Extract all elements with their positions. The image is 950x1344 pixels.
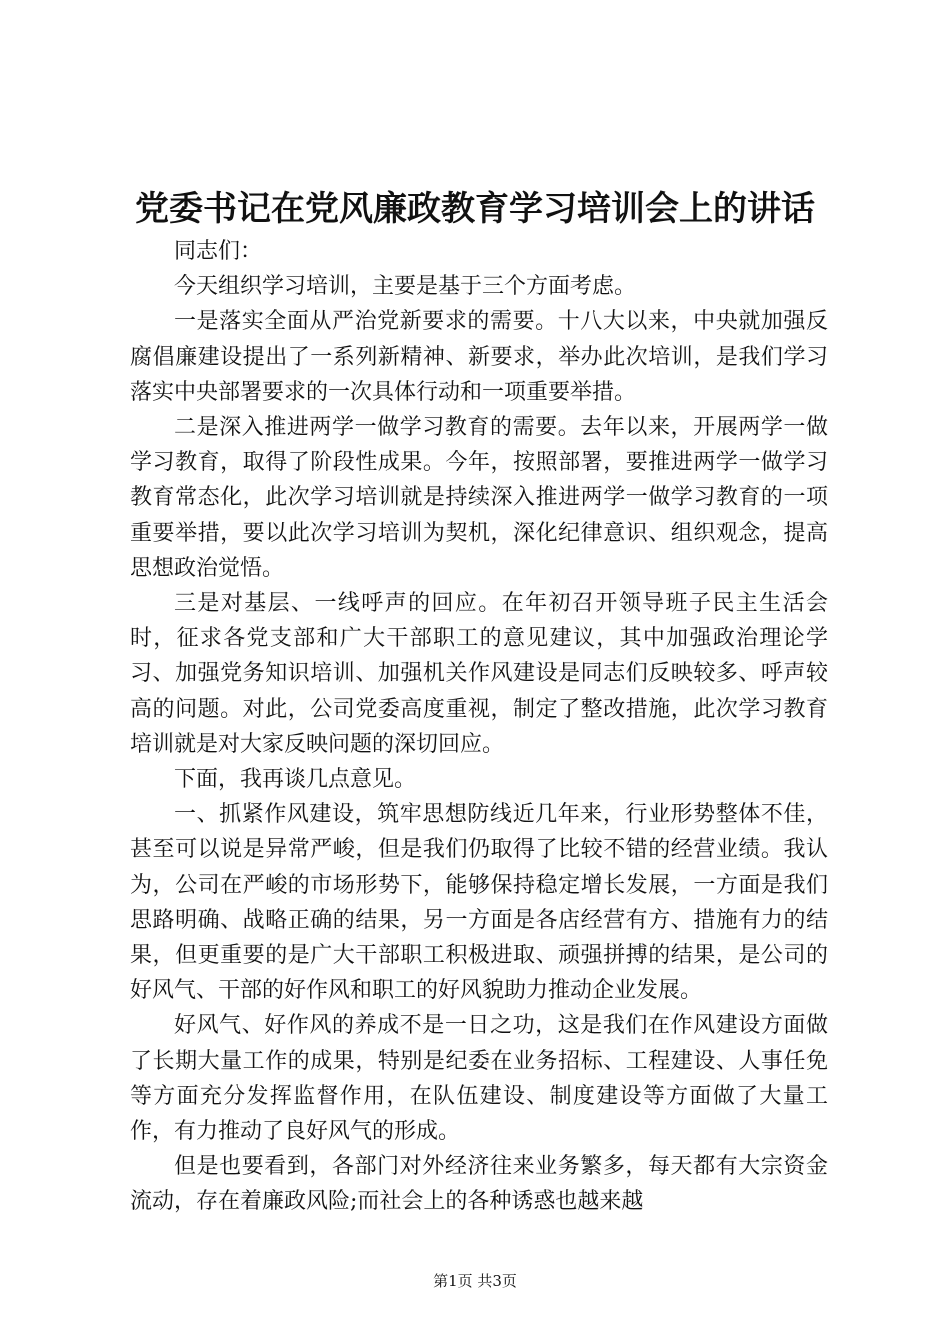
paragraph-good-style: 好风气、好作风的养成不是一日之功，这是我们在作风建设方面做了长期大量工作的成果，特别是纪委在业务招标、工程建设、人事任免等方面充分发挥监督作用，在队伍建设、制度建设等方面做了大量工作，有力推动了良好风气的形成。 (130, 1013, 828, 1145)
paragraph-section-one: 一、抓紧作风建设，筑牢思想防线近几年来，行业形势整体不佳，甚至可以说是异常严峻，但是我们仍取得了比较不错的经营业绩。我认为，公司在严峻的市场形势下，能够保持稳定增长发展，一方面是我们思路明确、战略正确的结果，另一方面是各店经营有方、措施有力的结果，但更重要的是广大干部职工积极进取、顽强拼搏的结果，是公司的好风气、干部的好作风和职工的好风貌助力推动企业发展。 (130, 802, 828, 1004)
paragraph-point-two: 二是深入推进两学一做学习教育的需要。去年以来，开展两学一做学习教育，取得了阶段性成果。今年，按照部署，要推进两学一做学习教育常态化，此次学习培训就是持续深入推进两学一做学习教育的一项重要举措，要以此次学习培训为契机，深化纪律意识、组织观念，提高思想政治觉悟。 (130, 415, 828, 581)
paragraph-salutation: 同志们： (174, 239, 263, 264)
document-title: 党委书记在党风廉政教育学习培训会上的讲话 (135, 189, 815, 229)
paragraph-point-one: 一是落实全面从严治党新要求的需要。十八大以来，中央就加强反腐倡廉建设提出了一系列新精神、新要求，举办此次培训，是我们学习落实中央部署要求的一次具体行动和一项重要举措。 (130, 309, 828, 405)
paragraph-however: 但是也要看到，各部门对外经济往来业务繁多，每天都有大宗资金流动，存在着廉政风险;而社会上的各种诱惑也越来越 (130, 1154, 828, 1215)
page-footer: 第1页 共3页 (433, 1272, 517, 1290)
paragraph-intro: 今天组织学习培训，主要是基于三个方面考虑。 (174, 274, 637, 300)
paragraph-transition: 下面，我再谈几点意见。 (174, 767, 417, 793)
paragraph-point-three: 三是对基层、一线呼声的回应。在年初召开领导班子民主生活会时，征求各党支部和广大干部职工的意见建议，其中加强政治理论学习、加强党务知识培训、加强机关作风建设是同志们反映较多、呼声较高的问题。对此，公司党委高度重视，制定了整改措施，此次学习教育培训就是对大家反映问题的深切回应。 (130, 591, 828, 757)
document-body (130, 234, 828, 1220)
